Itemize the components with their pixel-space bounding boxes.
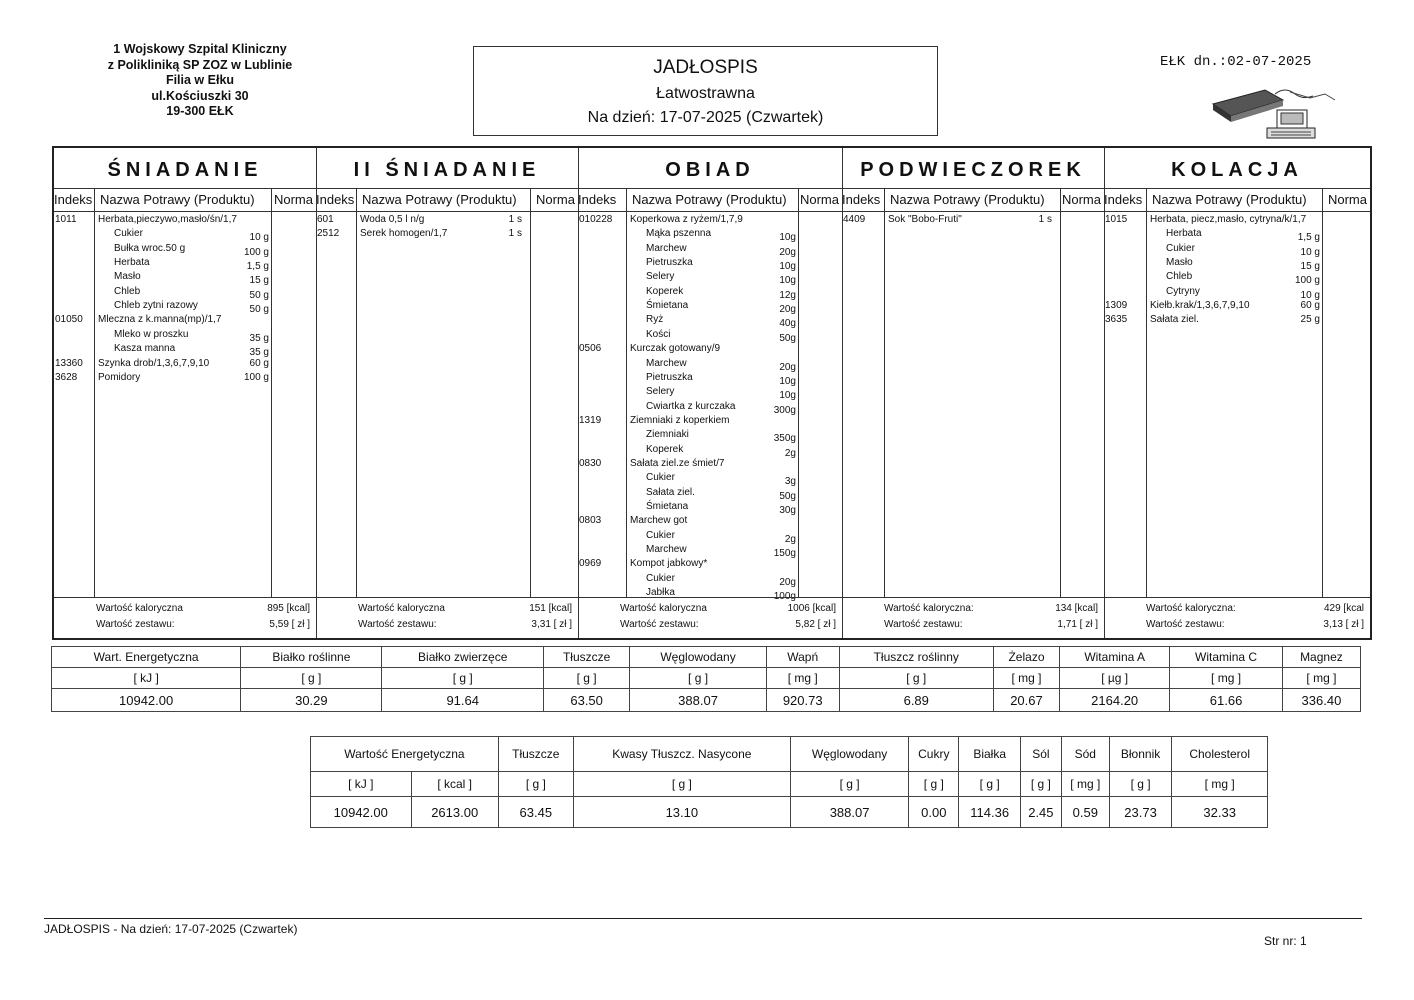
summary-value-cell: 10942.00 — [311, 797, 412, 828]
calorie-label: Wartość kaloryczna — [620, 603, 707, 614]
item-index: 1011 — [55, 214, 77, 225]
meal-items — [316, 212, 578, 598]
meal-summary — [578, 597, 842, 638]
item-norm: 35 g — [249, 347, 269, 359]
nutrition-name-cell: Wapń — [766, 647, 839, 668]
cost-label: Wartość zestawu: — [358, 619, 437, 630]
meal-items — [842, 212, 1104, 598]
energy-header: Wartość Energetyczna — [311, 737, 499, 772]
calorie-value: 134 [kcal] — [1055, 603, 1098, 614]
ingredient-name: Jabłka — [646, 587, 675, 599]
dish-name: Marchew got — [630, 515, 688, 527]
header-norm: Norma — [799, 192, 839, 207]
item-norm: 10 g — [249, 232, 269, 244]
summary-value-cell: 2.45 — [1021, 797, 1062, 828]
item-norm: 1,5 g — [246, 261, 269, 273]
summary-unit-cell: [ g ] — [790, 772, 908, 797]
summary-unit-cell: [ kJ ] — [311, 772, 412, 797]
nutrition-unit-cell: [ g ] — [630, 668, 766, 689]
calorie-label: Wartość kaloryczna — [358, 603, 445, 614]
item-norm: 15 g — [1300, 261, 1320, 273]
item-norm: 10 g — [1300, 246, 1320, 258]
nutrition-name-cell: Magnez — [1282, 647, 1360, 668]
item-norm: 10g — [779, 232, 796, 244]
summary-value-cell: 0.00 — [909, 797, 959, 828]
nutrition-value-cell: 336.40 — [1282, 689, 1360, 712]
header-name: Nazwa Potrawy (Produktu) — [100, 192, 255, 207]
nutrition-value-cell: 30.29 — [241, 689, 382, 712]
item-norm: 50g — [779, 332, 796, 344]
column-header — [842, 189, 1104, 212]
dish-name: Herbata,pieczywo,masło/śn/1,7 — [98, 214, 237, 225]
nutrition-name-cell: Wart. Energetyczna — [52, 647, 241, 668]
ingredient-name: Śmietana — [646, 300, 689, 312]
item-norm: 100 g — [243, 371, 269, 383]
summary-name-cell: Kwasy Tłuszcz. Nasycone — [573, 737, 790, 772]
item-index: 0506 — [579, 343, 602, 355]
item-norm: 20g — [779, 576, 796, 588]
nutrition-unit-cell: [ mg ] — [1170, 668, 1283, 689]
ingredient-name: Cukier — [646, 472, 675, 484]
item-norm: 15 g — [249, 275, 269, 287]
item-norm: 3g — [784, 476, 796, 488]
header-index: Indeks — [54, 192, 93, 207]
nutrition-value-cell: 388.07 — [630, 689, 766, 712]
ingredient-name: Herbata — [114, 257, 150, 269]
header-name: Nazwa Potrawy (Produktu) — [890, 192, 1045, 207]
ingredient-name: Pietruszka — [646, 371, 693, 383]
calorie-label: Wartość kaloryczna — [96, 603, 183, 614]
item-index: 1015 — [1105, 214, 1128, 225]
meal-column-0 — [54, 148, 317, 638]
page-number: Str nr: 1 — [1264, 934, 1307, 948]
ingredient-name: Marchew — [646, 242, 687, 254]
title-box — [473, 46, 938, 136]
summary-value-cell: 13.10 — [573, 797, 790, 828]
dish-name: Kompot jabkowy* — [630, 558, 708, 570]
summary-row-values — [311, 797, 1268, 828]
meal-title: PODWIECZOREK — [842, 148, 1104, 189]
summary-name-cell: Tłuszcze — [498, 737, 573, 772]
header-norm: Norma — [1061, 192, 1101, 207]
summary-unit-cell: [ g ] — [959, 772, 1021, 797]
meal-summary — [54, 597, 316, 638]
item-norm: 350g — [773, 433, 796, 445]
ingredient-name: Śmietana — [646, 501, 689, 512]
menu-date: Na dzień: 17-07-2025 (Czwartek) — [587, 109, 824, 126]
hospital-line-5: 19-300 EŁK — [166, 104, 234, 118]
item-index: 2512 — [317, 228, 340, 240]
column-header — [578, 189, 842, 212]
dish-name: Szynka drob/1,3,6,7,9,10 — [98, 357, 210, 369]
nutrition-name-cell: Białko zwierzęce — [382, 647, 543, 668]
summary-name-cell: Białka — [959, 737, 1021, 772]
nutrition-value-cell: 20.67 — [993, 689, 1059, 712]
cost-label: Wartość zestawu: — [96, 619, 175, 630]
summary-name-cell: Węglowodany — [790, 737, 908, 772]
ingredient-name: Pietruszka — [646, 257, 693, 269]
item-index: 0969 — [579, 558, 602, 570]
hospital-line-1: 1 Wojskowy Szpital Kliniczny — [113, 42, 287, 56]
item-norm: 25 g — [1300, 314, 1320, 326]
nutrition-name-cell: Żelazo — [993, 647, 1059, 668]
header-index: Indeks — [316, 192, 355, 207]
calorie-label: Wartość kaloryczna: — [1146, 603, 1236, 614]
ingredient-name: Marchew — [646, 544, 687, 556]
cost-label: Wartość zestawu: — [1146, 619, 1225, 630]
meal-title: ŚNIADANIE — [54, 148, 316, 189]
ingredient-name: Mąka pszenna — [646, 228, 712, 240]
item-norm: 150g — [773, 548, 796, 560]
ingredient-name: Koperek — [646, 443, 684, 455]
summary-row-names — [311, 737, 1268, 772]
nutrition-unit-cell: [ kJ ] — [52, 668, 241, 689]
nutrition-row-units — [52, 668, 1361, 689]
ingredient-name: Ryż — [646, 314, 664, 326]
ingredient-name: Masło — [1166, 257, 1193, 269]
ingredient-name: Chleb zytni razowy — [114, 300, 198, 312]
item-norm: 1 s — [508, 214, 522, 225]
header-norm: Norma — [1327, 192, 1367, 207]
meal-summary — [316, 597, 578, 638]
ingredient-name: Kasza manna — [114, 343, 176, 355]
header-index: Indeks — [578, 192, 617, 207]
item-norm: 12g — [779, 289, 796, 301]
meal-title: KOLACJA — [1104, 148, 1370, 189]
calorie-value: 429 [kcal — [1323, 603, 1364, 614]
header-name: Nazwa Potrawy (Produktu) — [1152, 192, 1307, 207]
meal-items — [54, 212, 316, 598]
ingredient-name: Marchew — [646, 357, 687, 369]
calorie-label: Wartość kaloryczna: — [884, 603, 974, 614]
dish-name: Kiełb.krak/1,3,6,7,9,10 — [1150, 300, 1250, 312]
item-index: 0830 — [579, 457, 602, 469]
summary-value-cell: 388.07 — [790, 797, 908, 828]
item-norm: 50 g — [249, 289, 269, 301]
dish-name: Ziemniaki z koperkiem — [630, 414, 730, 426]
hospital-line-3: Filia w Ełku — [165, 73, 235, 87]
cost-value: 5,59 [ zł ] — [269, 619, 310, 630]
item-norm: 10g — [779, 275, 796, 287]
ingredient-name: Selery — [646, 271, 675, 283]
nutrition-row-values — [52, 689, 1361, 712]
item-index: 010228 — [579, 214, 613, 225]
item-index: 1309 — [1105, 300, 1128, 312]
item-index: 4409 — [843, 214, 866, 225]
ingredient-name: Chleb — [114, 285, 141, 297]
item-norm: 10g — [779, 261, 796, 273]
ingredient-name: Koperek — [646, 285, 684, 297]
item-index: 13360 — [55, 357, 83, 369]
summary-value-cell: 0.59 — [1061, 797, 1109, 828]
nutrition-row-names — [52, 647, 1361, 668]
meal-items — [578, 212, 842, 603]
item-norm: 100g — [773, 591, 796, 603]
nutrition-value-cell: 6.89 — [839, 689, 993, 712]
summary-unit-cell: [ g ] — [909, 772, 959, 797]
cost-value: 5,82 [ zł ] — [795, 619, 836, 630]
nutrition-unit-cell: [ g ] — [543, 668, 629, 689]
item-norm: 10g — [779, 390, 796, 402]
ingredient-name: Mleko w proszku — [114, 328, 189, 340]
footer-divider — [44, 918, 1362, 919]
item-norm: 100 g — [1294, 275, 1320, 287]
item-norm: 20g — [779, 361, 796, 373]
header-norm: Norma — [535, 192, 575, 207]
dish-name: Koperkowa z ryżem/1,7,9 — [630, 214, 743, 225]
dish-name: Sok "Bobo-Fruti" — [888, 214, 962, 225]
item-norm: 20g — [779, 246, 796, 258]
menu-grid — [52, 146, 1372, 640]
item-norm: 10 g — [1300, 289, 1320, 301]
ingredient-name: Kości — [646, 328, 671, 340]
item-norm: 30g — [779, 505, 796, 516]
meal-summary — [842, 597, 1104, 638]
summary-value-cell: 32.33 — [1172, 797, 1268, 828]
dish-name: Sałata ziel.ze śmiet/7 — [630, 457, 725, 469]
summary-name-cell: Sód — [1061, 737, 1109, 772]
ingredient-name: Cukier — [646, 529, 675, 541]
item-norm: 50g — [779, 490, 796, 502]
item-norm: 300g — [773, 404, 796, 416]
nutrition-name-cell: Witamina A — [1060, 647, 1170, 668]
nutrition-name-cell: Węglowodany — [630, 647, 766, 668]
calorie-value: 151 [kcal] — [529, 603, 572, 614]
nutrition-value-cell: 2164.20 — [1060, 689, 1170, 712]
item-norm: 1 s — [508, 228, 522, 240]
hospital-address — [60, 42, 340, 120]
meal-items — [1104, 212, 1370, 598]
item-index: 3635 — [1105, 314, 1128, 326]
summary-unit-cell: [ g ] — [1021, 772, 1062, 797]
meal-title: II ŚNIADANIE — [316, 148, 578, 189]
meal-column-1 — [316, 148, 579, 638]
item-norm: 100 g — [243, 246, 269, 258]
nutrition-value-cell: 920.73 — [766, 689, 839, 712]
book-computer-icon — [1205, 82, 1345, 142]
nutrition-unit-cell: [ µg ] — [1060, 668, 1170, 689]
ingredient-name: Herbata — [1166, 228, 1202, 240]
hospital-line-4: ul.Kościuszki 30 — [151, 88, 249, 103]
calorie-value: 1006 [kcal] — [787, 603, 836, 614]
dish-name: Mleczna z k.manna(mp)/1,7 — [98, 314, 222, 326]
summary-name-cell: Cholesterol — [1172, 737, 1268, 772]
issue-date: EŁK dn.:02-07-2025 — [1160, 54, 1312, 70]
dish-name: Pomidory — [98, 371, 141, 383]
summary-unit-cell: [ g ] — [573, 772, 790, 797]
item-norm: 35 g — [249, 332, 269, 344]
item-index: 01050 — [55, 314, 83, 326]
summary-value-cell: 114.36 — [959, 797, 1021, 828]
nutrition-name-cell: Witamina C — [1170, 647, 1283, 668]
cost-value: 1,71 [ zł ] — [1057, 619, 1098, 630]
header-index: Indeks — [842, 192, 881, 207]
item-norm: 2g — [784, 447, 796, 459]
dish-name: Serek homogen/1,7 — [360, 228, 448, 240]
summary-name-cell: Sól — [1021, 737, 1062, 772]
nutrition-value-cell: 10942.00 — [52, 689, 241, 712]
ingredient-name: Cukier — [1166, 242, 1195, 254]
item-norm: 40g — [779, 318, 796, 330]
ingredient-name: Chleb — [1166, 271, 1193, 283]
summary-unit-cell: [ g ] — [498, 772, 573, 797]
item-index: 1319 — [579, 414, 602, 426]
dish-name: Woda 0,5 l n/g — [360, 214, 425, 225]
nutrition-unit-cell: [ mg ] — [766, 668, 839, 689]
dish-name: Sałata ziel. — [1150, 314, 1199, 326]
diet-name: Łatwostrawna — [656, 85, 755, 102]
item-index: 0803 — [579, 515, 602, 527]
ingredient-name: Cukier — [646, 572, 675, 584]
nutrition-value-cell: 61.66 — [1170, 689, 1283, 712]
meal-column-4 — [1104, 148, 1370, 638]
item-norm: 1,5 g — [1297, 232, 1320, 244]
nutrition-unit-cell: [ g ] — [839, 668, 993, 689]
page-title: JADŁOSPIS — [653, 57, 758, 78]
nutrition-value-cell: 63.50 — [543, 689, 629, 712]
item-index: 601 — [317, 214, 334, 225]
nutrition-unit-cell: [ g ] — [382, 668, 543, 689]
nutrition-name-cell: Białko roślinne — [241, 647, 382, 668]
header-index: Indeks — [1104, 192, 1143, 207]
ingredient-name: Bułka wroc.50 g — [114, 242, 186, 254]
meal-title: OBIAD — [578, 148, 842, 189]
nutrition-unit-cell: [ mg ] — [993, 668, 1059, 689]
nutrition-summary-table — [310, 736, 1268, 828]
item-norm: 20g — [779, 304, 796, 316]
cost-label: Wartość zestawu: — [884, 619, 963, 630]
summary-value-cell: 23.73 — [1109, 797, 1172, 828]
summary-unit-cell: [ mg ] — [1061, 772, 1109, 797]
header-name: Nazwa Potrawy (Produktu) — [362, 192, 517, 207]
meal-summary — [1104, 597, 1370, 638]
header-name: Nazwa Potrawy (Produktu) — [632, 192, 787, 207]
summary-value-cell: 63.45 — [498, 797, 573, 828]
dish-name: Kurczak gotowany/9 — [630, 343, 721, 355]
calorie-value: 895 [kcal] — [267, 603, 310, 614]
nutrition-name-cell: Tłuszcze — [543, 647, 629, 668]
summary-row-units — [311, 772, 1268, 797]
nutrition-unit-cell: [ g ] — [241, 668, 382, 689]
summary-unit-cell: [ g ] — [1109, 772, 1172, 797]
dish-name: Herbata, piecz,masło, cytryna/k/1,7 — [1150, 214, 1307, 225]
ingredient-name: Masło — [114, 271, 141, 283]
item-norm: 10g — [779, 375, 796, 387]
summary-unit-cell: [ mg ] — [1172, 772, 1268, 797]
nutrition-table — [51, 646, 1361, 712]
cost-value: 3,13 [ zł ] — [1323, 619, 1364, 630]
nutrition-name-cell: Tłuszcz roślinny — [839, 647, 993, 668]
meal-column-3 — [842, 148, 1105, 638]
cost-label: Wartość zestawu: — [620, 619, 699, 630]
item-norm: 60 g — [1300, 300, 1320, 312]
ingredient-name: Selery — [646, 386, 675, 398]
hospital-line-2: z Polikliniką SP ZOZ w Lublinie — [107, 57, 293, 72]
column-header — [1104, 189, 1370, 212]
summary-name-cell: Błonnik — [1109, 737, 1172, 772]
footer-title: JADŁOSPIS - Na dzień: 17-07-2025 (Czwartek) — [44, 922, 298, 936]
summary-value-cell: 2613.00 — [411, 797, 498, 828]
summary-unit-cell: [ kcal ] — [411, 772, 498, 797]
header-norm: Norma — [273, 192, 313, 207]
ingredient-name: Cwiartka z kurczaka — [646, 400, 736, 412]
meal-column-2 — [578, 148, 843, 638]
item-norm: 50 g — [249, 304, 269, 316]
nutrition-value-cell: 91.64 — [382, 689, 543, 712]
item-norm: 1 s — [1038, 214, 1052, 225]
cost-value: 3,31 [ zł ] — [531, 619, 572, 630]
summary-name-cell: Cukry — [909, 737, 959, 772]
item-norm: 2g — [784, 533, 796, 545]
ingredient-name: Cytryny — [1166, 285, 1200, 297]
ingredient-name: Sałata ziel. — [646, 486, 695, 498]
ingredient-name: Ziemniaki — [646, 429, 689, 441]
nutrition-unit-cell: [ mg ] — [1282, 668, 1360, 689]
item-index: 3628 — [55, 371, 78, 383]
ingredient-name: Cukier — [114, 228, 143, 240]
item-norm: 60 g — [249, 357, 269, 369]
